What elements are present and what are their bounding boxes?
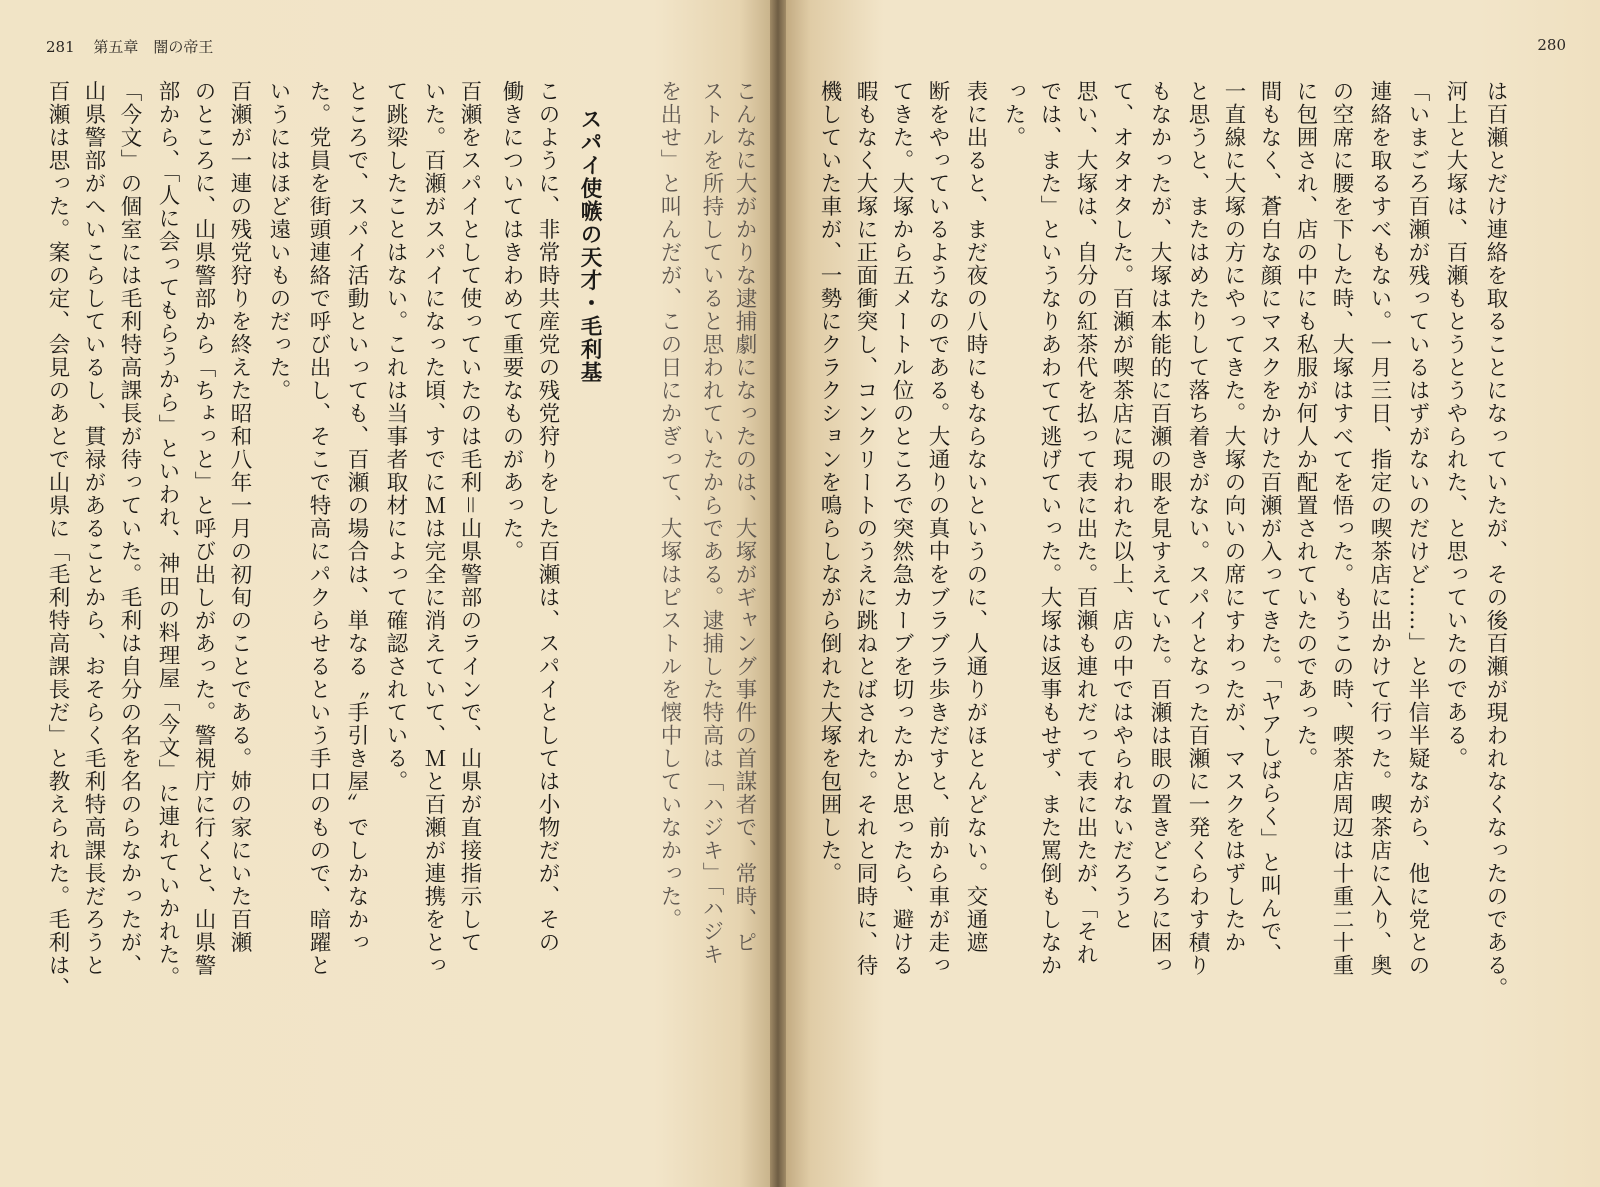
text-column: 一直線に大塚の方にやってきた。大塚の向いの席にすわったが、マスクをはずしたか <box>1221 80 1246 954</box>
text-column: てきた。大塚から五メートル位のところで突然急カーブを切ったかと思ったら、避ける <box>889 80 914 977</box>
text-column: 機していた車が、一勢にクラクションを鳴らしながら倒れた大塚を包囲した。 <box>817 80 842 885</box>
text-column: このように、非常時共産党の残党狩りをした百瀬は、スパイとしては小物だが、その <box>535 80 560 954</box>
text-column: 「今文」の個室には毛利特高課長が待っていた。毛利は自分の名を名のらなかったが、 <box>117 80 142 977</box>
left-page <box>0 0 770 1187</box>
right-page <box>786 0 1600 1187</box>
section-heading: スパイ使嗾の天才・毛利基 <box>577 108 602 384</box>
book-gutter <box>770 0 786 1187</box>
chapter-title: 第五章 闇の帝王 <box>93 38 214 56</box>
text-column: 働きについてはきわめて重要なものがあった。 <box>499 80 524 563</box>
text-column: もなかったが、大塚は本能的に百瀬の眼を見すえていた。百瀬は眼の置きどころに困っ <box>1147 80 1172 977</box>
text-column: 暇もなく大塚に正面衝突し、コンクリートのうえに跳ねとばされた。それと同時に、待 <box>853 80 878 977</box>
text-column: の空席に腰を下した時、大塚はすべてを悟った。もうこの時、喫茶店周辺は十重二十重 <box>1329 80 1354 977</box>
text-column: 「いまごろ百瀬が残っているはずがないのだけど……」と半信半疑ながら、他に党との <box>1405 80 1430 977</box>
right-page-number: 280 <box>1537 36 1566 54</box>
text-column: いた。百瀬がスパイになった頃、すでにＭは完全に消えていて、Ｍと百瀬が連携をとっ <box>421 80 446 977</box>
text-column: 百瀬は思った。案の定、会見のあとで山県に「毛利特高課長だ」と教えられた。毛利は、 <box>45 80 70 1000</box>
text-column: て跳梁したことはない。これは当事者取材によって確認されている。 <box>383 80 408 793</box>
text-column: を出せ」と叫んだが、この日にかぎって、大塚はピストルを懐中していなかった。 <box>657 80 682 931</box>
left-page-header <box>46 36 213 57</box>
text-column: た。党員を街頭連絡で呼び出し、そこで特高にパクらせるという手口のもので、暗躍と <box>306 80 331 977</box>
text-column: ストルを所持していると思われていたからである。逮捕した特高は「ハジキ」「ハジキ <box>699 80 724 967</box>
text-column: に包囲され、店の中にも私服が何人か配置されていたのであった。 <box>1293 80 1318 770</box>
text-column: と思うと、またはめたりして落ち着きがない。スパイとなった百瀬に一発くらわす積り <box>1185 80 1210 977</box>
text-column: では、また」というなりあわてて逃げていった。大塚は返事もせず、また罵倒もしなか <box>1037 80 1062 977</box>
text-column: 断をやっているようなのである。大通りの真中をブラブラ歩きだすと、前から車が走っ <box>925 80 950 977</box>
text-column: 連絡を取るすべもない。一月三日、指定の喫茶店に出かけて行った。喫茶店に入り、奥 <box>1367 80 1392 977</box>
text-column: のところに、山県警部から「ちょっと」と呼び出しがあった。警視庁に行くと、山県警 <box>191 80 216 977</box>
text-column: 表に出ると、まだ夜の八時にもならないというのに、人通りがほとんどない。交通遮 <box>963 80 988 954</box>
text-column: 山県警部がへいこらしているし、貫禄があることから、おそらく毛利特高課長だろうと <box>81 80 106 977</box>
text-column: ところで、スパイ活動といっても、百瀬の場合は、単なる〝手引き屋〟でしかなかっ <box>344 80 369 954</box>
text-column: 思い、大塚は、自分の紅茶代を払って表に出た。百瀬も連れだって表に出たが、「それ <box>1073 80 1098 967</box>
text-column: 百瀬をスパイとして使っていたのは毛利＝山県警部のラインで、山県が直接指示して <box>457 80 482 955</box>
text-column: 間もなく、蒼白な顔にマスクをかけた百瀬が入ってきた。「ヤアしばらく」と叫んで、 <box>1257 80 1282 967</box>
text-column: った。 <box>1001 80 1026 149</box>
text-column: 百瀬が一連の残党狩りを終えた昭和八年一月の初旬のことである。姉の家にいた百瀬 <box>227 80 252 954</box>
text-column: 河上と大塚は、百瀬もとうとうやられた、と思っていたのである。 <box>1443 80 1468 770</box>
text-column: いうにはほど遠いものだった。 <box>266 80 291 402</box>
left-page-number: 281 <box>46 38 75 56</box>
text-column: て、オタオタした。百瀬が喫茶店に現われた以上、店の中ではやられないだろうと <box>1109 80 1134 931</box>
text-column: 部から、「人に会ってもらうから」といわれ、神田の料理屋「今文」に連れていかれた。 <box>155 80 180 990</box>
text-column: こんなに大がかりな逮捕劇になったのは、大塚がギャング事件の首謀者で、常時、ピ <box>732 80 757 954</box>
text-column: は百瀬とだけ連絡を取ることになっていたが、その後百瀬が現われなくなったのである。 <box>1483 80 1508 1000</box>
